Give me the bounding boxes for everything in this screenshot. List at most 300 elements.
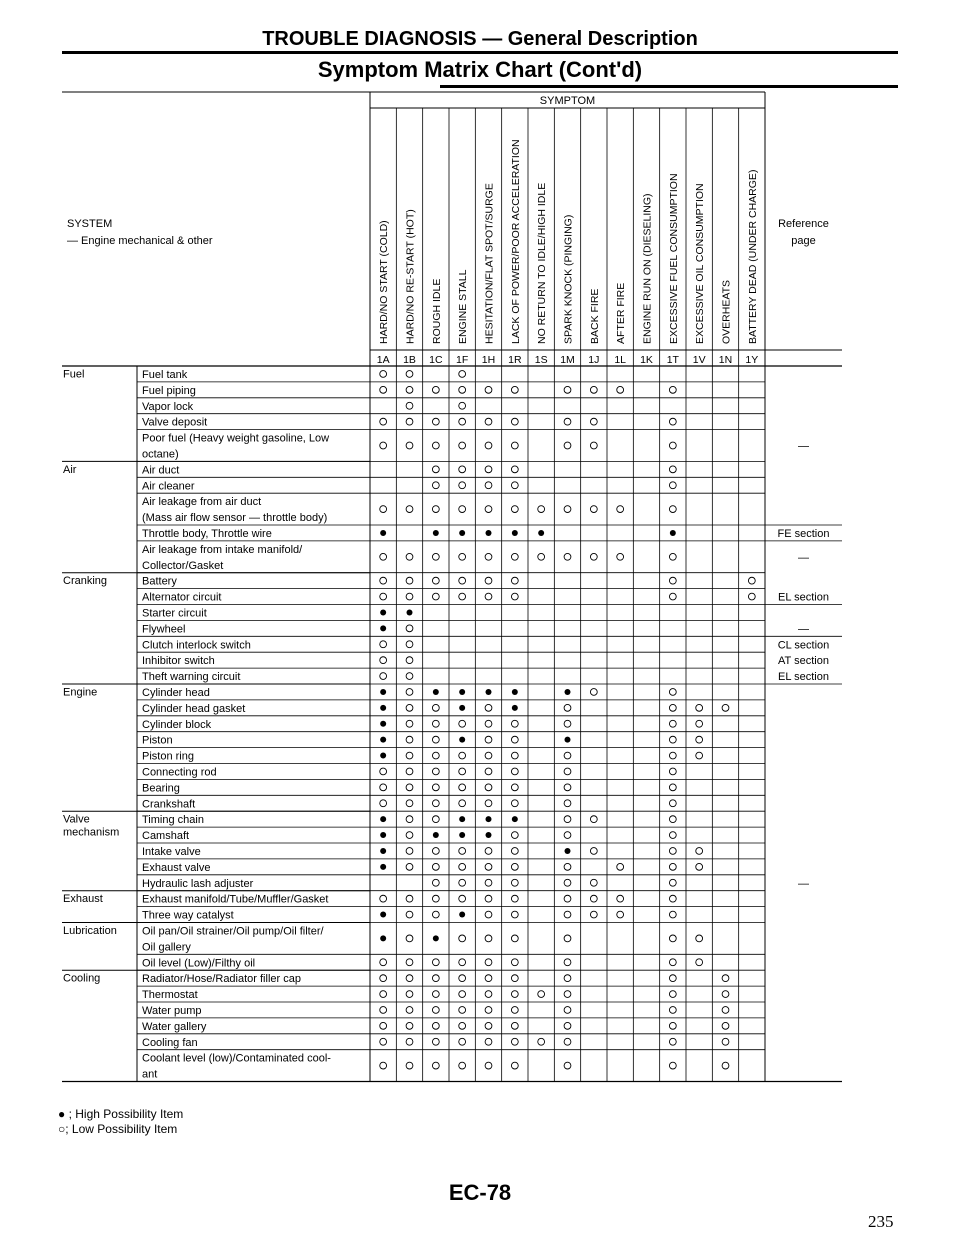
page-subtitle: Symptom Matrix Chart (Cont'd) (317, 57, 643, 82)
high-possibility-mark (459, 530, 465, 536)
low-possibility-mark (748, 577, 755, 584)
low-possibility-mark (511, 752, 518, 759)
item-label: Water gallery (142, 1020, 207, 1033)
low-possibility-mark (669, 689, 676, 696)
low-possibility-mark (380, 657, 387, 664)
symptom-label-1r: LACK OF POWER/POOR ACCELERATION (509, 139, 522, 344)
symptom-label-1y: BATTERY DEAD (UNDER CHARGE) (746, 169, 759, 344)
low-possibility-mark (669, 935, 676, 942)
symptom-code-1j: 1J (588, 354, 600, 366)
high-possibility-mark (565, 848, 571, 854)
symptom-code-1v: 1V (692, 354, 706, 366)
low-possibility-mark (380, 577, 387, 584)
reference-text: — (798, 551, 809, 564)
low-possibility-mark (406, 800, 413, 807)
low-possibility-mark (564, 879, 571, 886)
low-possibility-mark (380, 784, 387, 791)
item-label: Poor fuel (Heavy weight gasoline, Low (142, 432, 330, 445)
item-label: Exhaust valve (142, 861, 211, 874)
low-possibility-mark (432, 991, 439, 998)
low-possibility-mark (511, 863, 518, 870)
low-possibility-mark (432, 442, 439, 449)
low-possibility-mark (669, 975, 676, 982)
low-possibility-mark (564, 1038, 571, 1045)
low-possibility-mark (722, 1022, 729, 1029)
low-possibility-mark (564, 911, 571, 918)
high-possibility-mark (486, 832, 492, 838)
low-possibility-mark (485, 1007, 492, 1014)
high-possibility-mark (380, 689, 386, 695)
high-possibility-mark (670, 530, 676, 536)
high-possibility-mark (512, 705, 518, 711)
low-possibility-mark (406, 641, 413, 648)
item-label: Piston ring (142, 750, 194, 763)
low-possibility-mark (511, 959, 518, 966)
symptom-label-1a: HARD/NO START (COLD) (378, 220, 391, 344)
low-possibility-mark (617, 553, 624, 560)
low-possibility-mark (432, 720, 439, 727)
low-possibility-mark (511, 466, 518, 473)
item-label: (Mass air flow sensor — throttle body) (142, 512, 328, 525)
low-possibility-mark (696, 720, 703, 727)
high-possibility-mark (433, 935, 439, 941)
low-possibility-mark (406, 752, 413, 759)
low-possibility-mark (485, 1038, 492, 1045)
item-label: Cylinder head (142, 687, 210, 699)
low-possibility-mark (406, 418, 413, 425)
low-possibility-mark (669, 1022, 676, 1029)
item-label: Water pump (142, 1005, 202, 1017)
item-label: ant (142, 1068, 158, 1081)
low-possibility-mark (380, 1022, 387, 1029)
low-possibility-mark (564, 1007, 571, 1014)
low-possibility-mark (564, 800, 571, 807)
low-possibility-mark (406, 1022, 413, 1029)
low-possibility-mark (669, 704, 676, 711)
high-possibility-mark (380, 609, 386, 615)
low-possibility-mark (406, 768, 413, 775)
low-possibility-mark (669, 959, 676, 966)
low-possibility-mark (511, 1038, 518, 1045)
low-possibility-mark (669, 879, 676, 886)
low-possibility-mark (432, 1022, 439, 1029)
page-code: EC-78 (448, 1180, 512, 1205)
symptom-label-1c: ROUGH IDLE (430, 278, 443, 344)
low-possibility-mark (485, 800, 492, 807)
low-possibility-mark (564, 895, 571, 902)
item-label: Fuel tank (142, 369, 188, 381)
legend-low: ○; Low Possibility Item (58, 1122, 178, 1136)
low-possibility-mark (459, 720, 466, 727)
low-possibility-mark (380, 418, 387, 425)
high-possibility-mark (433, 689, 439, 695)
item-label: Cooling fan (142, 1036, 198, 1049)
low-possibility-mark (406, 736, 413, 743)
low-possibility-mark (617, 386, 624, 393)
low-possibility-mark (432, 752, 439, 759)
symptom-label-1k: ENGINE RUN ON (DIESELING) (641, 193, 654, 344)
symptom-header: SYMPTOM (539, 95, 596, 107)
low-possibility-mark (406, 553, 413, 560)
low-possibility-mark (432, 418, 439, 425)
low-possibility-mark (590, 895, 597, 902)
low-possibility-mark (669, 752, 676, 759)
low-possibility-mark (432, 577, 439, 584)
low-possibility-mark (459, 879, 466, 886)
low-possibility-mark (669, 482, 676, 489)
low-possibility-mark (511, 1022, 518, 1029)
low-possibility-mark (406, 935, 413, 942)
low-possibility-mark (590, 911, 597, 918)
low-possibility-mark (380, 553, 387, 560)
low-possibility-mark (459, 553, 466, 560)
high-possibility-mark (512, 689, 518, 695)
low-possibility-mark (380, 673, 387, 680)
high-possibility-mark (459, 912, 465, 918)
low-possibility-mark (406, 673, 413, 680)
low-possibility-mark (564, 752, 571, 759)
symptom-label-1s: NO RETURN TO IDLE/HIGH IDLE (536, 182, 549, 344)
low-possibility-mark (564, 816, 571, 823)
low-possibility-mark (432, 553, 439, 560)
low-possibility-mark (432, 879, 439, 886)
system-label: SYSTEM (67, 218, 113, 230)
low-possibility-mark (669, 784, 676, 791)
low-possibility-mark (564, 863, 571, 870)
low-possibility-mark (380, 1007, 387, 1014)
low-possibility-mark (459, 577, 466, 584)
low-possibility-mark (564, 1062, 571, 1069)
reference-text: AT section (778, 655, 829, 668)
low-possibility-mark (432, 848, 439, 855)
item-label: Hydraulic lash adjuster (142, 877, 254, 890)
low-possibility-mark (485, 991, 492, 998)
low-possibility-mark (432, 736, 439, 743)
item-label: Cylinder head gasket (142, 702, 246, 715)
high-possibility-mark (433, 530, 439, 536)
low-possibility-mark (380, 386, 387, 393)
low-possibility-mark (564, 720, 571, 727)
item-label: Camshaft (142, 830, 190, 843)
page-title: TROUBLE DIAGNOSIS — General Description (262, 28, 698, 50)
low-possibility-mark (432, 386, 439, 393)
low-possibility-mark (432, 895, 439, 902)
high-possibility-mark (565, 737, 571, 743)
low-possibility-mark (485, 879, 492, 886)
low-possibility-mark (406, 895, 413, 902)
low-possibility-mark (406, 657, 413, 664)
low-possibility-mark (485, 1062, 492, 1069)
high-possibility-mark (459, 705, 465, 711)
low-possibility-mark (485, 577, 492, 584)
low-possibility-mark (722, 1038, 729, 1045)
low-possibility-mark (511, 482, 518, 489)
system-name-lubrication: Lubrication (63, 925, 117, 937)
item-label: Air cleaner (142, 480, 195, 493)
low-possibility-mark (485, 752, 492, 759)
low-possibility-mark (406, 593, 413, 600)
low-possibility-mark (485, 863, 492, 870)
low-possibility-mark (432, 863, 439, 870)
low-possibility-mark (511, 553, 518, 560)
low-possibility-mark (459, 482, 466, 489)
low-possibility-mark (696, 752, 703, 759)
low-possibility-mark (564, 832, 571, 839)
low-possibility-mark (459, 959, 466, 966)
low-possibility-mark (564, 386, 571, 393)
reference-text: — (798, 877, 809, 890)
reference-header: Reference (778, 218, 829, 230)
item-label: Air leakage from intake manifold/ (142, 543, 303, 556)
high-possibility-mark (407, 609, 413, 615)
symptom-code-1r: 1R (508, 354, 522, 366)
low-possibility-mark (459, 1007, 466, 1014)
low-possibility-mark (564, 991, 571, 998)
high-possibility-mark (380, 832, 386, 838)
low-possibility-mark (406, 991, 413, 998)
low-possibility-mark (669, 848, 676, 855)
symptom-code-1s: 1S (534, 354, 548, 366)
low-possibility-mark (485, 736, 492, 743)
low-possibility-mark (590, 386, 597, 393)
item-label: Connecting rod (142, 766, 217, 779)
low-possibility-mark (459, 418, 466, 425)
symptom-label-1f: ENGINE STALL (457, 269, 470, 344)
symptom-code-1k: 1K (640, 354, 653, 366)
low-possibility-mark (485, 975, 492, 982)
low-possibility-mark (432, 1062, 439, 1069)
low-possibility-mark (459, 1022, 466, 1029)
low-possibility-mark (511, 442, 518, 449)
low-possibility-mark (669, 768, 676, 775)
low-possibility-mark (511, 768, 518, 775)
low-possibility-mark (459, 768, 466, 775)
symptom-label-1m: SPARK KNOCK (PINGING) (562, 214, 575, 344)
low-possibility-mark (406, 720, 413, 727)
low-possibility-mark (590, 553, 597, 560)
low-possibility-mark (564, 768, 571, 775)
low-possibility-mark (485, 553, 492, 560)
low-possibility-mark (432, 482, 439, 489)
low-possibility-mark (511, 593, 518, 600)
low-possibility-mark (669, 418, 676, 425)
item-label: Oil gallery (142, 941, 191, 954)
low-possibility-mark (722, 991, 729, 998)
system-name-valve: Valve (63, 813, 90, 826)
low-possibility-mark (696, 863, 703, 870)
low-possibility-mark (511, 911, 518, 918)
low-possibility-mark (617, 863, 624, 870)
high-possibility-mark (565, 689, 571, 695)
low-possibility-mark (432, 704, 439, 711)
low-possibility-mark (406, 911, 413, 918)
item-label: Oil level (Low)/Filthy oil (142, 957, 256, 970)
low-possibility-mark (432, 784, 439, 791)
low-possibility-mark (459, 800, 466, 807)
system-name-cooling: Cooling (63, 972, 101, 985)
low-possibility-mark (485, 593, 492, 600)
symptom-label-1j: BACK FIRE (588, 288, 601, 344)
high-possibility-mark (433, 832, 439, 838)
low-possibility-mark (406, 689, 413, 696)
low-possibility-mark (669, 800, 676, 807)
low-possibility-mark (459, 784, 466, 791)
legend-high: ● ; High Possibility Item (58, 1107, 184, 1121)
low-possibility-mark (406, 402, 413, 409)
page-number: 235 (868, 1212, 894, 1231)
low-possibility-mark (511, 991, 518, 998)
low-possibility-mark (722, 1062, 729, 1069)
high-possibility-mark (512, 530, 518, 536)
low-possibility-mark (432, 975, 439, 982)
item-label: Clutch interlock switch (142, 639, 251, 652)
low-possibility-mark (406, 848, 413, 855)
symptom-code-1t: 1T (666, 354, 679, 366)
low-possibility-mark (406, 784, 413, 791)
symptom-label-1v: EXCESSIVE OIL CONSUMPTION (694, 183, 707, 344)
low-possibility-mark (617, 911, 624, 918)
low-possibility-mark (669, 911, 676, 918)
low-possibility-mark (406, 1038, 413, 1045)
low-possibility-mark (406, 625, 413, 632)
low-possibility-mark (485, 1022, 492, 1029)
item-label: Three way catalyst (142, 909, 234, 922)
low-possibility-mark (511, 736, 518, 743)
low-possibility-mark (669, 1038, 676, 1045)
low-possibility-mark (406, 577, 413, 584)
low-possibility-mark (511, 506, 518, 513)
low-possibility-mark (669, 577, 676, 584)
low-possibility-mark (406, 442, 413, 449)
high-possibility-mark (538, 530, 544, 536)
low-possibility-mark (511, 784, 518, 791)
reference-text: — (798, 623, 809, 636)
low-possibility-mark (669, 442, 676, 449)
system-name-engine: Engine (63, 686, 98, 699)
low-possibility-mark (511, 895, 518, 902)
low-possibility-mark (380, 1062, 387, 1069)
low-possibility-mark (696, 959, 703, 966)
item-label: Thermostat (142, 989, 198, 1002)
low-possibility-mark (511, 720, 518, 727)
low-possibility-mark (459, 975, 466, 982)
high-possibility-mark (380, 816, 386, 822)
system-sublabel: — Engine mechanical & other (67, 235, 213, 247)
low-possibility-mark (590, 848, 597, 855)
low-possibility-mark (406, 863, 413, 870)
low-possibility-mark (459, 593, 466, 600)
low-possibility-mark (538, 553, 545, 560)
low-possibility-mark (406, 1062, 413, 1069)
low-possibility-mark (564, 935, 571, 942)
low-possibility-mark (380, 895, 387, 902)
low-possibility-mark (669, 720, 676, 727)
low-possibility-mark (696, 935, 703, 942)
low-possibility-mark (485, 482, 492, 489)
low-possibility-mark (459, 442, 466, 449)
low-possibility-mark (380, 442, 387, 449)
low-possibility-mark (485, 784, 492, 791)
low-possibility-mark (459, 863, 466, 870)
low-possibility-mark (406, 506, 413, 513)
item-label: Oil pan/Oil strainer/Oil pump/Oil filter/ (142, 925, 324, 938)
item-label: Inhibitor switch (142, 655, 215, 668)
system-name-fuel: Fuel (63, 368, 85, 381)
low-possibility-mark (459, 1062, 466, 1069)
low-possibility-mark (669, 1007, 676, 1014)
low-possibility-mark (432, 506, 439, 513)
low-possibility-mark (538, 506, 545, 513)
reference-text: EL section (778, 671, 829, 684)
high-possibility-mark (486, 689, 492, 695)
reference-text: CL section (777, 639, 830, 652)
symptom-code-1h: 1H (481, 354, 496, 366)
item-label: Throttle body, Throttle wire (142, 528, 272, 540)
symptom-code-1y: 1Y (745, 354, 759, 366)
low-possibility-mark (617, 506, 624, 513)
low-possibility-mark (380, 959, 387, 966)
low-possibility-mark (380, 1038, 387, 1045)
low-possibility-mark (511, 879, 518, 886)
low-possibility-mark (459, 848, 466, 855)
symptom-code-1m: 1M (560, 354, 575, 366)
item-label: Starter circuit (142, 607, 207, 620)
low-possibility-mark (485, 506, 492, 513)
symptom-label-1n: OVERHEATS (720, 280, 733, 344)
low-possibility-mark (669, 991, 676, 998)
low-possibility-mark (696, 848, 703, 855)
high-possibility-mark (380, 753, 386, 759)
low-possibility-mark (590, 506, 597, 513)
low-possibility-mark (511, 577, 518, 584)
low-possibility-mark (564, 506, 571, 513)
low-possibility-mark (459, 506, 466, 513)
low-possibility-mark (564, 553, 571, 560)
low-possibility-mark (669, 386, 676, 393)
low-possibility-mark (485, 466, 492, 473)
high-possibility-mark (380, 848, 386, 854)
low-possibility-mark (432, 911, 439, 918)
symptom-code-1n: 1N (718, 354, 733, 366)
low-possibility-mark (511, 935, 518, 942)
symptom-label-1h: HESITATION/FLAT SPOT/SURGE (483, 183, 496, 344)
item-label: Timing chain (142, 814, 204, 827)
low-possibility-mark (485, 720, 492, 727)
item-label: Bearing (142, 782, 180, 795)
system-name-mechanism: mechanism (63, 826, 120, 839)
low-possibility-mark (432, 959, 439, 966)
high-possibility-mark (380, 864, 386, 870)
system-name-exhaust: Exhaust (63, 893, 103, 906)
item-label: Crankshaft (142, 798, 196, 811)
low-possibility-mark (432, 768, 439, 775)
low-possibility-mark (669, 863, 676, 870)
low-possibility-mark (564, 975, 571, 982)
low-possibility-mark (380, 768, 387, 775)
low-possibility-mark (380, 975, 387, 982)
high-possibility-mark (459, 832, 465, 838)
low-possibility-mark (485, 935, 492, 942)
item-label: octane) (142, 448, 179, 461)
item-label: Air leakage from air duct (142, 496, 262, 509)
low-possibility-mark (459, 935, 466, 942)
low-possibility-mark (564, 442, 571, 449)
low-possibility-mark (459, 895, 466, 902)
low-possibility-mark (380, 506, 387, 513)
high-possibility-mark (380, 912, 386, 918)
low-possibility-mark (432, 466, 439, 473)
low-possibility-mark (485, 911, 492, 918)
